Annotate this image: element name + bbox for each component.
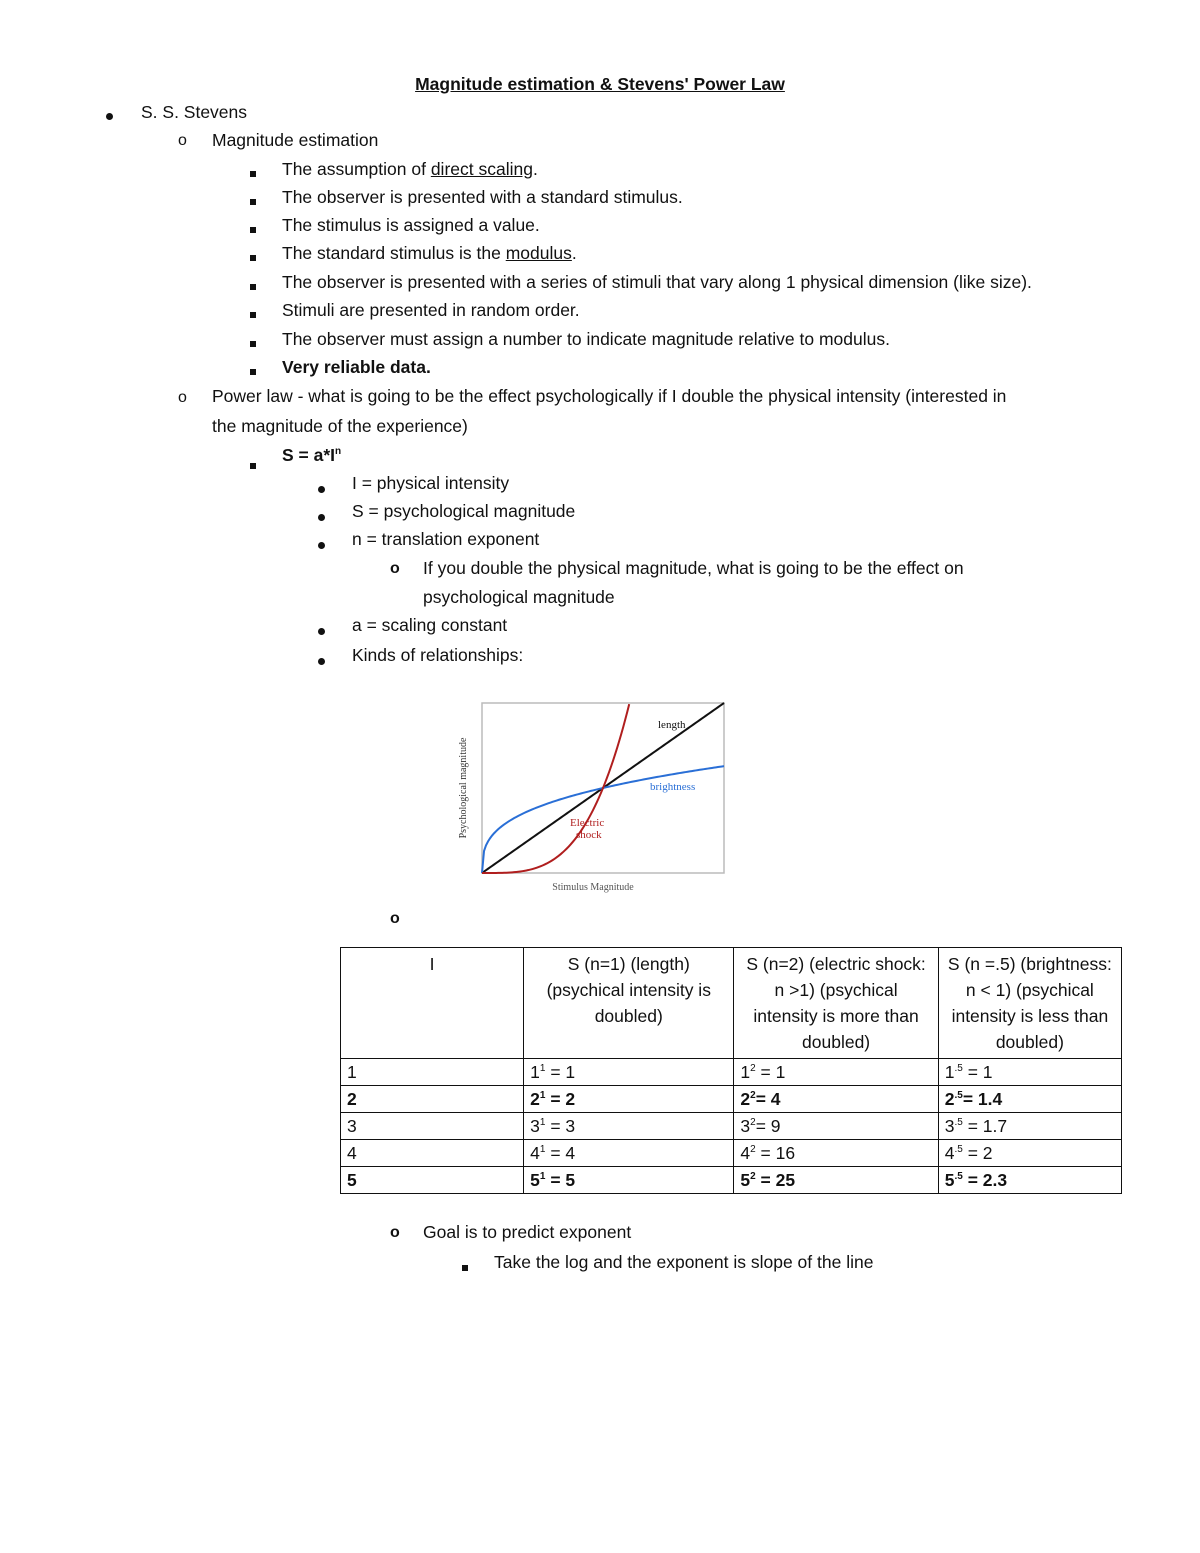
def-n-sub-line2: psychological magnitude	[423, 587, 615, 607]
bullet-square	[462, 1254, 468, 1276]
table-cell: $2^2= 4$	[734, 1086, 938, 1113]
outline-l1: S. S. Stevens	[141, 102, 248, 122]
table-row	[341, 1086, 1122, 1113]
bullet-square	[250, 160, 256, 182]
def-n-sub-line1: If you double the physical magnitude, what is going to be the effect on	[423, 558, 964, 578]
table-cell-i: 2	[341, 1086, 524, 1113]
table-cell: $3^1 = 3$	[524, 1113, 734, 1140]
me-item-1: The assumption of direct scaling.	[282, 159, 538, 179]
bullet-disc	[318, 532, 325, 554]
bullet-disc	[106, 103, 113, 125]
me-item-5: The observer is presented with a series of stimuli that vary along 1 physical dimension (like size).	[282, 272, 1032, 292]
table-cell: $2^1 = 2$	[524, 1086, 734, 1113]
table-cell-i: 3	[341, 1113, 524, 1140]
series-label-electric-shock: Electric shock	[570, 817, 605, 841]
bullet-square	[250, 244, 256, 266]
table-cell: $1^2 = 1$	[734, 1059, 938, 1086]
bullet-square	[250, 273, 256, 295]
def-n: n = translation exponent	[352, 529, 540, 549]
table-cell: $5^2 = 25$	[734, 1167, 938, 1194]
bullet-disc	[318, 648, 325, 670]
def-s: S = psychological magnitude	[352, 501, 576, 521]
table-header-cell: S (n =.5) (brightness: n < 1) (psychical intensity is less than doubled)	[938, 948, 1121, 1059]
table-cell: $4^1 = 4$	[524, 1140, 734, 1167]
table-header-cell: I	[341, 948, 524, 1059]
table-row	[341, 1113, 1122, 1140]
table-cell-i: 1	[341, 1059, 524, 1086]
outline-power-law-line1: Power law - what is going to be the effect psychologically if I double the physical intensity (interested in	[212, 386, 1007, 406]
series-label-length: length	[658, 719, 686, 731]
table-row	[341, 1140, 1122, 1167]
table-cell: $1^1 = 1$	[524, 1059, 734, 1086]
table-cell: $4^{.5} = 2$	[938, 1140, 1121, 1167]
table-header-cell: S (n=2) (electric shock: n >1) (psychical intensity is more than doubled)	[734, 948, 938, 1059]
bullet-circle: o	[390, 910, 400, 927]
bullet-square	[250, 301, 256, 323]
bullet-circle: o	[390, 560, 400, 577]
bullet-circle: o	[390, 1224, 400, 1241]
bullet-disc	[318, 476, 325, 498]
me-item-6: Stimuli are presented in random order.	[282, 300, 580, 320]
outline-magnitude-estimation: Magnitude estimation	[212, 130, 379, 150]
power-law-formula: $S = a*I^n$	[282, 445, 342, 465]
table-header-cell: S (n=1) (length) (psychical intensity is doubled)	[524, 948, 734, 1059]
table-cell: $1^{.5} = 1$	[938, 1059, 1121, 1086]
table-cell-i: 5	[341, 1167, 524, 1194]
chart-svg	[430, 696, 740, 896]
table-cell-i: 4	[341, 1140, 524, 1167]
bullet-square	[250, 216, 256, 238]
series-label-brightness: brightness	[650, 781, 696, 793]
def-kinds: Kinds of relationships:	[352, 645, 524, 665]
page-title: Magnitude estimation & Stevens' Power Law	[415, 74, 785, 94]
def-a: a = scaling constant	[352, 615, 508, 635]
bullet-square	[250, 452, 256, 474]
bullet-disc	[318, 618, 325, 640]
bullet-square	[250, 330, 256, 352]
me-item-4: The standard stimulus is the modulus.	[282, 243, 577, 263]
table-cell: $5^1 = 5$	[524, 1167, 734, 1194]
table-row	[341, 1167, 1122, 1194]
def-i: I = physical intensity	[352, 473, 510, 493]
relationships-chart	[430, 696, 740, 896]
table-cell: $2^{.5}= 1.4$	[938, 1086, 1121, 1113]
table-row	[341, 1059, 1122, 1086]
table-cell: $4^2 = 16$	[734, 1140, 938, 1167]
goal-sub-text: Take the log and the exponent is slope of the line	[494, 1252, 874, 1272]
goal-text: Goal is to predict exponent	[423, 1222, 632, 1242]
outline-power-law-line2: the magnitude of the experience)	[212, 416, 468, 436]
me-item-2: The observer is presented with a standard stimulus.	[282, 187, 683, 207]
table-cell: $3^{.5} = 1.7$	[938, 1113, 1121, 1140]
me-item-8: Very reliable data.	[282, 357, 431, 377]
bullet-square	[250, 358, 256, 380]
series-line-electric-shock	[482, 704, 629, 873]
me-item-3: The stimulus is assigned a value.	[282, 215, 540, 235]
bullet-square	[250, 188, 256, 210]
table-cell: $5^{.5} = 2.3$	[938, 1167, 1121, 1194]
x-axis-label: Stimulus Magnitude	[552, 882, 634, 893]
me-item-7: The observer must assign a number to indicate magnitude relative to modulus.	[282, 329, 890, 349]
bullet-circle: o	[178, 132, 187, 149]
table-header-row	[341, 948, 1122, 1059]
bullet-circle: o	[178, 389, 187, 406]
bullet-disc	[318, 504, 325, 526]
table-cell: $3^2= 9$	[734, 1113, 938, 1140]
power-law-table	[340, 947, 1122, 1194]
y-axis-label: Psychological magnitude	[458, 737, 469, 839]
